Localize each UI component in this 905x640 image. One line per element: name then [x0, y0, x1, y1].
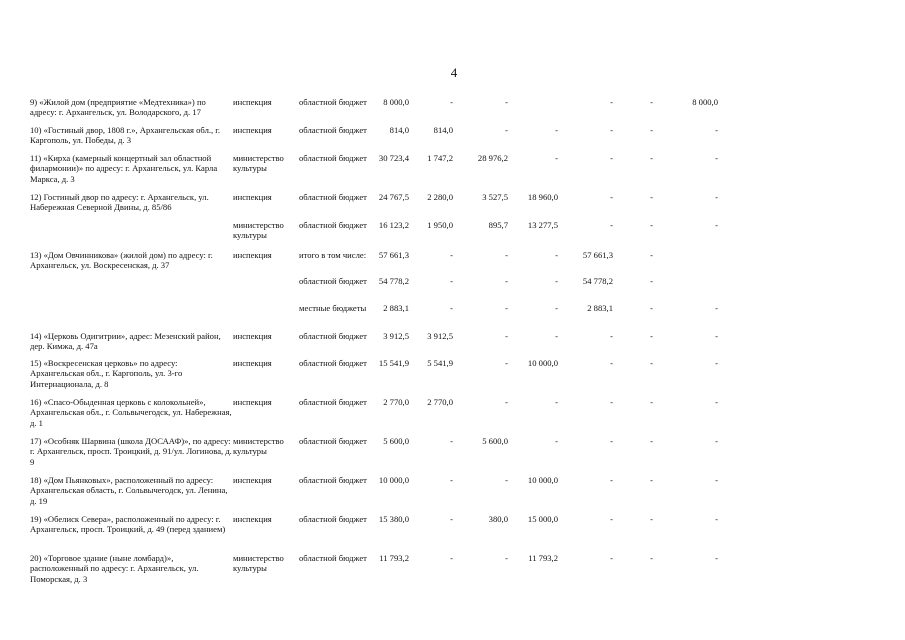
cell-v6: - — [650, 514, 653, 524]
cell-v5: 2 883,1 — [587, 303, 613, 313]
cell-v2: 5 541,9 — [427, 358, 453, 368]
cell-executor: министерство культуры — [233, 153, 284, 174]
cell-v1: 16 123,2 — [378, 220, 409, 230]
cell-v3: 28 976,2 — [477, 153, 508, 163]
cell-v5: - — [610, 331, 613, 341]
cell-v3: - — [505, 397, 508, 407]
cell-object: 12) Гостиный двор по адресу: г. Архангельск, ул. Набережная Северной Двины, д. 85/86 — [30, 192, 209, 213]
cell-object: 20) «Торговое здание (ныне ломбард)», расположенный по адресу: г. Архангельск, ул. Поморская, д. 3 — [30, 553, 199, 584]
cell-v3: - — [505, 125, 508, 135]
cell-object: 11) «Кирха (камерный концертный зал областной филармонии)» по адресу: г. Архангельск, ул. Карла Маркса, д. 3 — [30, 153, 218, 184]
cell-source: местные бюджеты — [299, 303, 367, 313]
cell-v2: 1 747,2 — [427, 153, 453, 163]
cell-executor: инспекция — [233, 358, 272, 368]
cell-v2: 1 950,0 — [427, 220, 453, 230]
cell-v4: 13 277,5 — [527, 220, 558, 230]
cell-executor: инспекция — [233, 250, 272, 260]
cell-v2: - — [450, 276, 453, 286]
cell-v4: - — [555, 153, 558, 163]
cell-v5: - — [610, 358, 613, 368]
cell-object: 15) «Воскресенская церковь» по адресу: Архангельская обл., г. Каргополь, ул. 3-го Интернационала, д. 8 — [30, 358, 183, 389]
cell-v6: - — [650, 153, 653, 163]
cell-v5: - — [610, 397, 613, 407]
cell-v7 — [653, 250, 718, 276]
cell-v6: - — [650, 276, 653, 286]
cell-v4: 11 793,2 — [528, 553, 558, 563]
cell-v7: - — [715, 514, 718, 524]
cell-executor: инспекция — [233, 192, 272, 202]
cell-v1: 24 767,5 — [378, 192, 409, 202]
cell-v1: 2 883,1 — [383, 303, 409, 313]
cell-v4: - — [555, 250, 558, 260]
cell-object: 9) «Жилой дом (предприятие «Медтехника») по адресу: г. Архангельск, ул. Володарского, д. 17 — [30, 97, 206, 118]
cell-v6: - — [650, 192, 653, 202]
cell-source: итого в том числе: — [299, 250, 367, 260]
cell-v3: - — [505, 303, 508, 313]
cell-v1: 10 000,0 — [378, 475, 409, 485]
cell-v7: - — [715, 153, 718, 163]
cell-executor: министерство культуры — [233, 553, 284, 574]
cell-v5: 57 661,3 — [582, 250, 613, 260]
cell-v4: 18 960,0 — [527, 192, 558, 202]
cell-v3: - — [505, 358, 508, 368]
table-row — [30, 250, 718, 276]
cell-v7: 8 000,0 — [692, 97, 718, 107]
cell-v6: - — [650, 358, 653, 368]
cell-v1: 15 541,9 — [378, 358, 409, 368]
cell-object — [30, 220, 233, 250]
cell-v2: 814,0 — [433, 125, 453, 135]
cell-v7: - — [715, 331, 718, 341]
cell-v6: - — [650, 436, 653, 446]
cell-v4: - — [555, 436, 558, 446]
cell-v1: 15 380,0 — [378, 514, 409, 524]
cell-v7: - — [715, 553, 718, 563]
cell-v6: - — [650, 397, 653, 407]
table-row — [30, 514, 718, 553]
cell-v7: - — [715, 192, 718, 202]
cell-v1: 30 723,4 — [378, 153, 409, 163]
cell-source: областной бюджет — [299, 553, 367, 563]
cell-v5: - — [610, 514, 613, 524]
cell-object: 17) «Особняк Шарвина (школа ДОСААФ)», по адресу: г. Архангельск, просп. Троицкий, д. 91/ул. Логинова, д. 9 — [30, 436, 232, 467]
cell-executor: инспекция — [233, 397, 272, 407]
cell-v5: - — [610, 153, 613, 163]
cell-object: 14) «Церковь Одигитрии», адрес: Мезенский район, дер. Кимжа, д. 47а — [30, 331, 221, 352]
cell-v1: 5 600,0 — [383, 436, 409, 446]
cell-v4 — [508, 97, 558, 125]
cell-source: областной бюджет — [299, 475, 367, 485]
cell-executor: инспекция — [233, 475, 272, 485]
cell-v3: - — [505, 250, 508, 260]
cell-v2: - — [450, 250, 453, 260]
cell-v6: - — [650, 303, 653, 313]
cell-source: областной бюджет — [299, 97, 367, 107]
cell-v1: 814,0 — [389, 125, 409, 135]
cell-v1: 2 770,0 — [383, 397, 409, 407]
cell-executor: инспекция — [233, 514, 272, 524]
cell-v6: - — [650, 220, 653, 230]
cell-executor: инспекция — [233, 97, 272, 107]
cell-v6: - — [650, 125, 653, 135]
cell-v7: - — [715, 220, 718, 230]
cell-v4: - — [555, 125, 558, 135]
cell-v3: 3 527,5 — [482, 192, 508, 202]
cell-source: областной бюджет — [299, 331, 367, 341]
table-row — [30, 358, 718, 397]
table-row — [30, 303, 718, 331]
cell-object: 13) «Дом Овчинникова» (жилой дом) по адресу: г. Архангельск, ул. Воскресенская, д. 37 — [30, 250, 213, 271]
cell-v7: - — [715, 358, 718, 368]
page-number: 4 — [450, 65, 458, 80]
cell-v7: - — [715, 475, 718, 485]
cell-executor — [233, 276, 299, 303]
table-row — [30, 97, 718, 125]
cell-v1: 57 661,3 — [378, 250, 409, 260]
funding-table — [30, 97, 718, 592]
table-row — [30, 436, 718, 475]
cell-v1: 54 778,2 — [378, 276, 409, 286]
cell-v4: - — [555, 331, 558, 341]
cell-source: областной бюджет — [299, 125, 367, 135]
cell-v2: - — [450, 303, 453, 313]
cell-v3: 895,7 — [488, 220, 508, 230]
cell-v3: - — [505, 553, 508, 563]
cell-executor: инспекция — [233, 125, 272, 135]
cell-v3: - — [505, 276, 508, 286]
cell-v1: 8 000,0 — [383, 97, 409, 107]
table-row — [30, 192, 718, 220]
cell-object — [30, 276, 233, 303]
cell-v6: - — [650, 97, 653, 107]
cell-object: 19) «Обелиск Севера», расположенный по адресу: г. Архангельск, просп. Троицкий, д. 49 (перед зданием) — [30, 514, 226, 535]
cell-v3: - — [505, 331, 508, 341]
cell-v7 — [653, 276, 718, 303]
cell-v5: - — [610, 436, 613, 446]
cell-v2: 2 770,0 — [427, 397, 453, 407]
table-row — [30, 220, 718, 250]
cell-v5: - — [610, 125, 613, 135]
cell-v2: - — [450, 436, 453, 446]
cell-v3: - — [505, 475, 508, 485]
cell-v2: - — [450, 97, 453, 107]
cell-v5: - — [610, 192, 613, 202]
cell-v2: 3 912,5 — [427, 331, 453, 341]
cell-v3: - — [505, 97, 508, 107]
cell-v4: 10 000,0 — [527, 358, 558, 368]
cell-v4: - — [555, 397, 558, 407]
cell-v3: 5 600,0 — [482, 436, 508, 446]
cell-object: 18) «Дом Пьянковых», расположенный по адресу: Архангельская область, г. Сольвычегодск, ул. Ленина, д. 19 — [30, 475, 228, 506]
cell-v5: - — [610, 553, 613, 563]
table-row — [30, 475, 718, 514]
cell-v6: - — [650, 331, 653, 341]
cell-v5: - — [610, 97, 613, 107]
cell-source: областной бюджет — [299, 436, 367, 446]
table-row — [30, 125, 718, 153]
cell-v7: - — [715, 436, 718, 446]
cell-v6: - — [650, 553, 653, 563]
cell-object: 16) «Спасо-Обыденная церковь с колокольней», Архангельская обл., г. Сольвычегодск, ул. Набережная, д. 1 — [30, 397, 232, 428]
cell-source: областной бюджет — [299, 153, 367, 163]
cell-executor — [233, 303, 299, 331]
table-row — [30, 553, 718, 592]
cell-executor: министерство культуры — [233, 220, 284, 241]
table-row — [30, 331, 718, 358]
cell-source: областной бюджет — [299, 192, 367, 202]
cell-v7: - — [715, 303, 718, 313]
cell-v5: 54 778,2 — [582, 276, 613, 286]
cell-v7: - — [715, 125, 718, 135]
cell-v6: - — [650, 250, 653, 260]
cell-v1: 11 793,2 — [379, 553, 409, 563]
cell-source: областной бюджет — [299, 514, 367, 524]
cell-v2: - — [450, 553, 453, 563]
table-row — [30, 153, 718, 192]
cell-v4: - — [555, 276, 558, 286]
cell-v4: 15 000,0 — [527, 514, 558, 524]
cell-v6: - — [650, 475, 653, 485]
cell-v1: 3 912,5 — [383, 331, 409, 341]
cell-source: областной бюджет — [299, 220, 367, 230]
cell-v5: - — [610, 475, 613, 485]
cell-v4: 10 000,0 — [527, 475, 558, 485]
table-row — [30, 276, 718, 303]
cell-v4: - — [555, 303, 558, 313]
cell-v7: - — [715, 397, 718, 407]
table-row — [30, 397, 718, 436]
cell-v2: 2 280,0 — [427, 192, 453, 202]
cell-source: областной бюджет — [299, 276, 367, 286]
cell-executor: министерство культуры — [233, 436, 284, 457]
cell-v5: - — [610, 220, 613, 230]
cell-source: областной бюджет — [299, 397, 367, 407]
cell-v2: - — [450, 475, 453, 485]
cell-executor: инспекция — [233, 331, 272, 341]
cell-v2: - — [450, 514, 453, 524]
cell-object — [30, 303, 233, 331]
cell-source: областной бюджет — [299, 358, 367, 368]
cell-v3: 380,0 — [488, 514, 508, 524]
cell-object: 10) «Гостиный двор, 1808 г.», Архангельская обл., г. Каргополь, ул. Победы, д. 3 — [30, 125, 221, 146]
